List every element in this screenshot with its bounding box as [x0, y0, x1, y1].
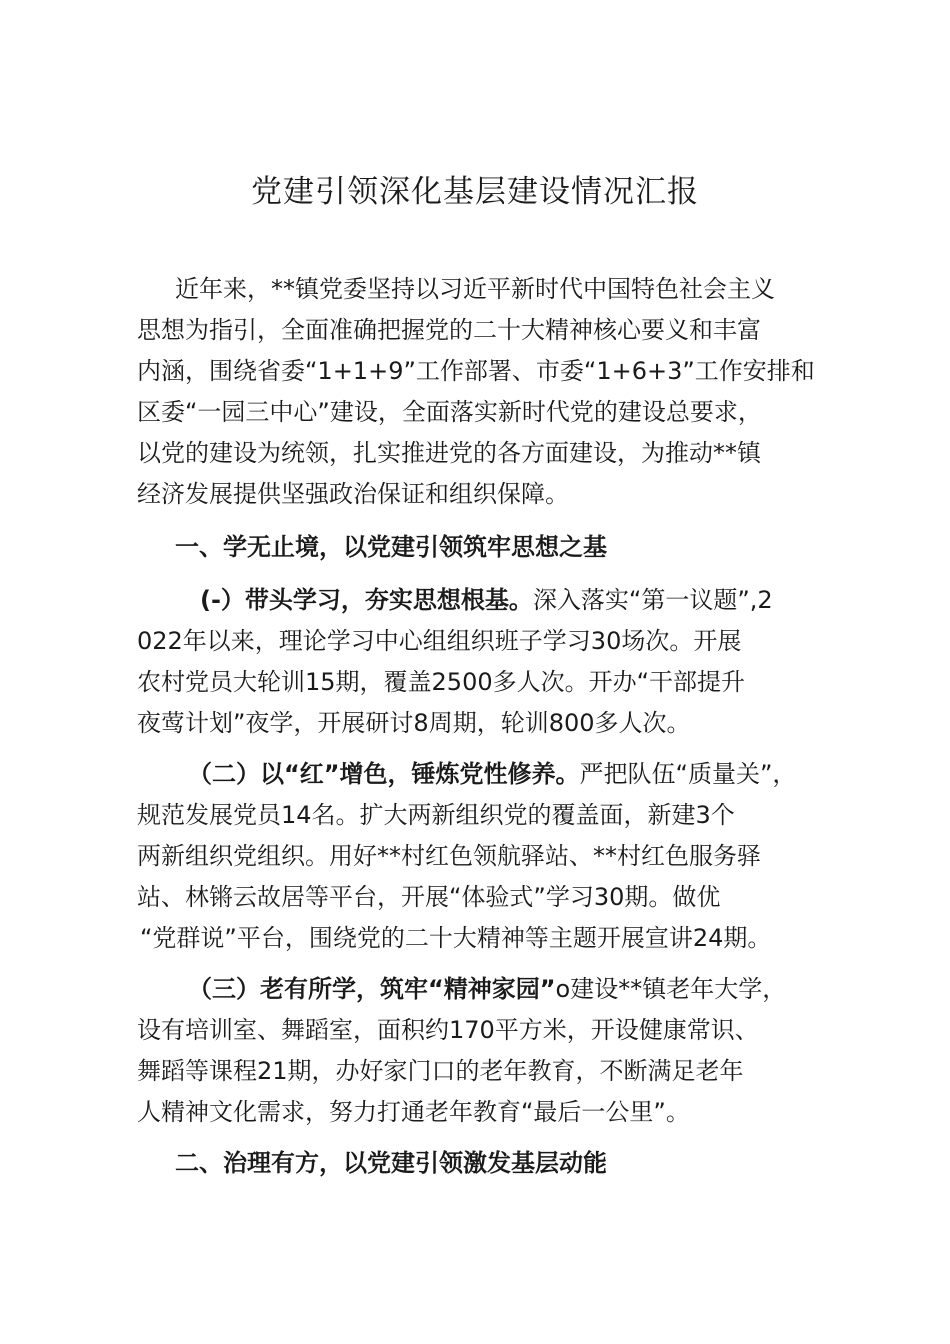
sub-text: o建设**镇老年大学，: [555, 975, 787, 1003]
sub-line: 舞蹈等课程21期，办好家门口的老年教育，不断满足老年: [137, 1057, 744, 1085]
sub-line: 设有培训室、舞蹈室，面积约170平方米，开设健康常识、: [137, 1016, 759, 1044]
intro-line: 区委“一园三中心”建设，全面落实新时代党的建设总要求，: [137, 398, 762, 426]
sub-heading: （三）老有所学，筑牢“精神家园”: [188, 975, 556, 1003]
sub-line: 022年以来，理论学习中心组组织班子学习30场次。开展: [137, 627, 742, 655]
section-heading: 一、学无止境，以党建引领筑牢思想之基: [175, 533, 607, 561]
sub-heading: (-）带头学习，夯实思想根基。: [200, 586, 533, 614]
intro-line: 经济发展提供坚强政治保证和组织保障。: [137, 480, 569, 508]
section-heading: 二、治理有方，以党建引领激发基层动能: [175, 1149, 607, 1177]
document-title: 党建引领深化基层建设情况汇报: [251, 174, 699, 210]
sub-paragraph-first-line: [188, 969, 786, 1009]
sub-paragraph-first-line: [188, 754, 796, 794]
sub-line: 两新组织党组织。用好**村红色领航驿站、**村红色服务驿: [137, 842, 761, 870]
intro-line: 思想为指引，全面准确把握党的二十大精神核心要义和丰富: [137, 316, 761, 344]
sub-line: 夜莺计划”夜学，开展研讨8周期，轮训800多人次。: [137, 709, 691, 737]
sub-line: 站、林锵云故居等平台，开展“体验式”学习30期。做优: [137, 883, 721, 911]
sub-heading: （二）以“红”增色，锤炼党性修养。: [188, 760, 580, 788]
intro-line: 近年来，**镇党委坚持以习近平新时代中国特色社会主义: [175, 275, 775, 303]
sub-paragraph-first-line: [200, 580, 773, 620]
sub-line: 规范发展党员14名。扩大两新组织党的覆盖面，新建3个: [137, 801, 735, 829]
sub-text: 严把队伍“质量关”，: [579, 760, 797, 788]
intro-line: 以党的建设为统领，扎实推进党的各方面建设，为推动**镇: [137, 439, 761, 467]
sub-line: “党群说”平台，围绕党的二十大精神等主题开展宣讲24期。: [140, 924, 772, 952]
sub-line: 农村党员大轮训15期，覆盖2500多人次。开办“干部提升: [137, 668, 746, 696]
sub-line: 人精神文化需求，努力打通老年教育“最后一公里”。: [137, 1098, 690, 1126]
intro-line: 内涵，围绕省委“1+1+9”工作部署、市委“1+6+3”工作安排和: [137, 357, 815, 385]
sub-text: 深入落实“第一议题”,2: [532, 586, 773, 614]
